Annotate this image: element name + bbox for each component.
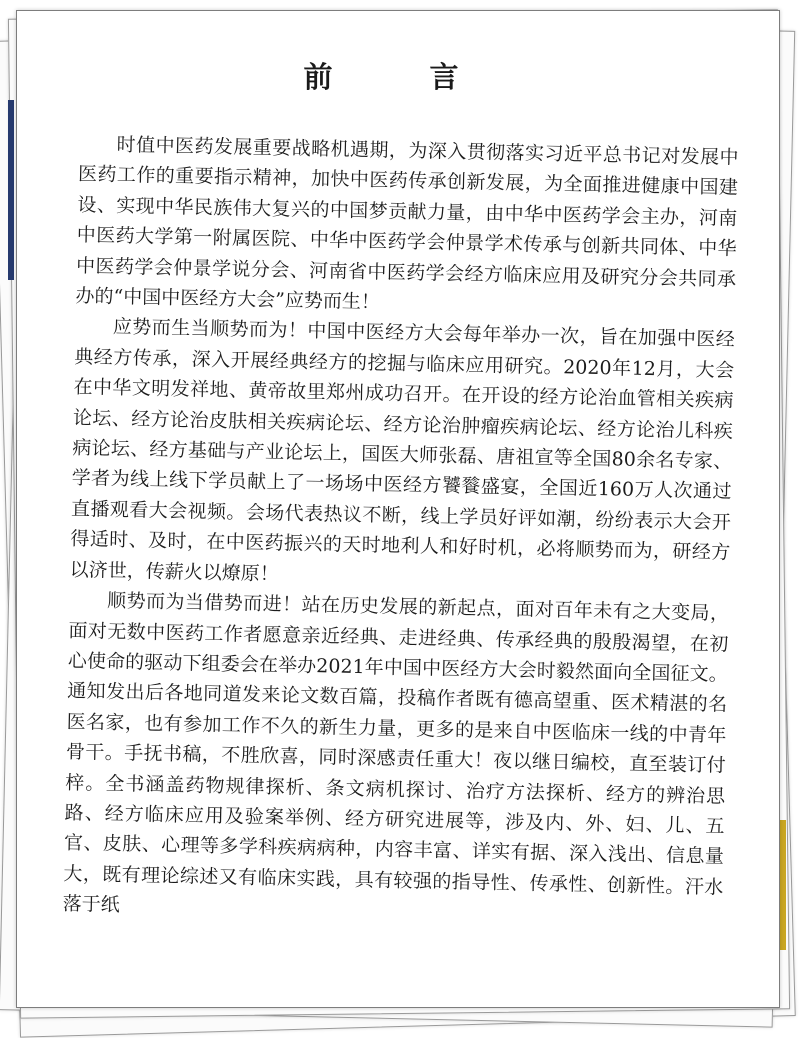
paragraph: 应势而生当顺势而为！中国中医经方大会每年举办一次，旨在加强中医经典经方传承，深入开展经典经方的挖掘与临床应用研究。2020年12月，大会在中华文明发祥地、黄帝故里郑州成功召开。在开设的经方论治血管相关疾病论坛、经方论治皮肤相关疾病论坛、经方论治肿瘤疾病论坛、经方论治儿科疾病论坛、经方基础与产业论坛上，国医大师张磊、唐祖宣等全国80余名专家、学者为线上线下学员献上了一场场中医经方饕餮盛宴，全国近160万人次通过直播观看大会视频。会场代表热议不断，线上学员好评如潮，纷纷表示大会开得适时、及时，在中医药振兴的天时地利人和好时机，必将顺势而为，研经方以济世，传薪火以燎原！	[69, 316, 735, 585]
page-title: 前 言	[303, 60, 493, 94]
book-cover-edge	[8, 100, 14, 280]
paragraph: 时值中医药发展重要战略机遇期，为深入贯彻落实习近平总书记对发展中医药工作的重要指示精神，加快中医药传承创新发展，为全面推进健康中国建设、实现中华民族伟大复兴的中国梦贡献力量，由中华中医药学会主办，河南中医药大学第一附属医院、中华中医药学会仲景学术传承与创新共同体、中华中医药学会仲景学说分会、河南省中医药学会经方临床应用及研究分会共同承办的“中国中医经方大会”应势而生！	[75, 133, 739, 314]
page-body	[62, 129, 738, 933]
document-page	[16, 10, 780, 1008]
paragraph: 顺势而为当借势而进！站在历史发展的新起点，面对百年未有之大变局，面对无数中医药工作者愿意亲近经典、走进经典、传承经典的殷殷渴望，在初心使命的驱动下组委会在举办2021年中国中医经方大会时毅然面向全国征文。通知发出后各地同道发来论文数百篇，投稿作者既有德高望重、医术精湛的名医名家，也有参加工作不久的新生力量，更多的是来自中医临床一线的中青年骨干。手抚书稿，不胜欣喜，同时深感责任重大！夜以继日编校，直至装订付梓。全书涵盖药物规律探析、条文病机探讨、治疗方法探析、经方的辨治思路、经方临床应用及验案举例、经方研究进展等，涉及内、外、妇、儿、五官、皮肤、心理等多学科疾病病种，内容丰富、详实有据、深入浅出、信息量大，既有理论综述又有临床实践，具有较强的指导性、传承性、创新性。汗水落于纸	[62, 589, 730, 917]
